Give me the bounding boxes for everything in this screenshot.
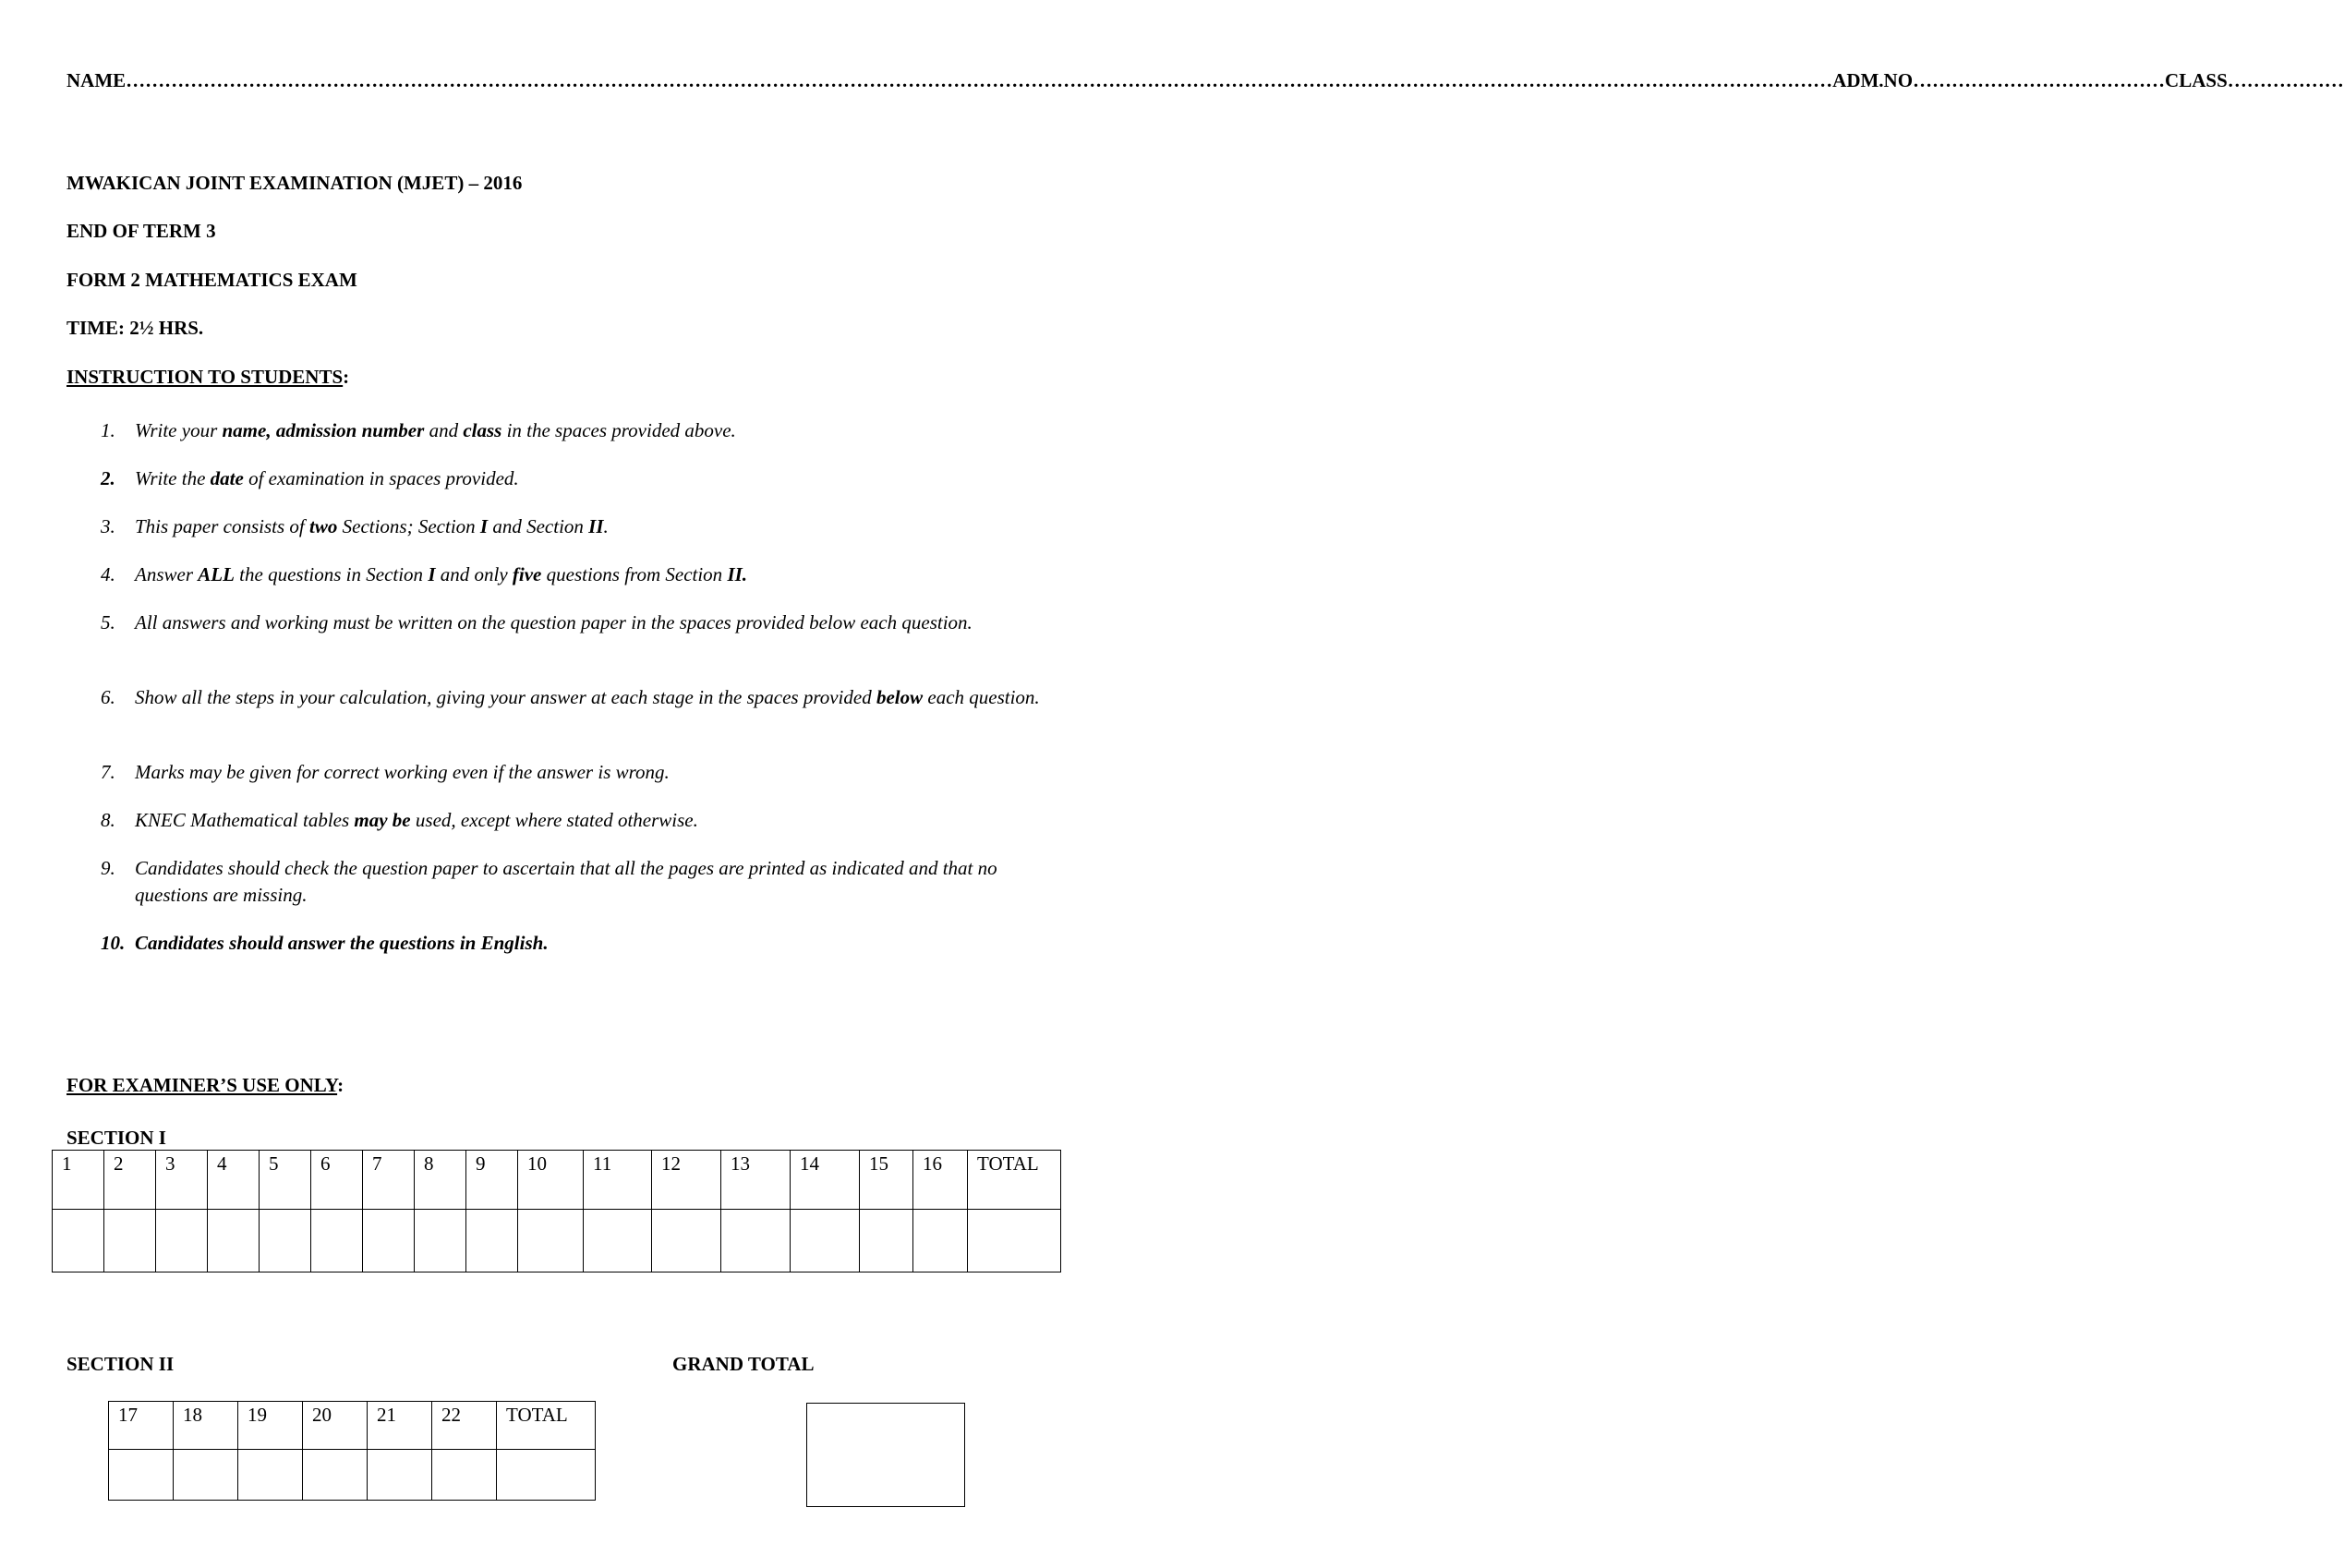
instruction-text: each question.: [923, 686, 1040, 708]
instruction-number: 2.: [101, 467, 115, 489]
section-2-score-row: [109, 1450, 596, 1501]
instruction-item-3: [101, 513, 1043, 540]
score-cell[interactable]: [466, 1210, 518, 1272]
instruction-text: All answers and working must be written on the question paper in the spaces provided below each question.: [135, 611, 973, 633]
section-1-score-row: [53, 1210, 1061, 1272]
instruction-emphasis: date: [210, 467, 244, 489]
score-cell[interactable]: [518, 1210, 584, 1272]
instruction-item-4: [101, 561, 1043, 588]
column-header: 8: [415, 1151, 466, 1210]
column-header: 16: [913, 1151, 968, 1210]
instruction-heading-colon: :: [343, 366, 350, 388]
exam-term: END OF TERM 3: [66, 220, 216, 242]
instruction-emphasis: ALL: [198, 563, 235, 585]
score-cell[interactable]: [860, 1210, 913, 1272]
instruction-text: Answer: [135, 563, 199, 585]
instruction-text: used, except where stated otherwise.: [410, 809, 698, 831]
instruction-text: KNEC Mathematical tables: [135, 809, 355, 831]
instruction-text: .: [603, 515, 609, 537]
score-cell[interactable]: [238, 1450, 303, 1501]
score-cell[interactable]: [652, 1210, 721, 1272]
grand-total-label: GRAND TOTAL: [672, 1353, 815, 1375]
instruction-text: Write your: [135, 419, 223, 441]
instruction-item-5: [101, 609, 1043, 636]
section-1-score-table: [52, 1150, 1061, 1272]
score-cell[interactable]: [721, 1210, 791, 1272]
score-cell[interactable]: [791, 1210, 860, 1272]
column-header: 2: [104, 1151, 156, 1210]
column-header: TOTAL: [968, 1151, 1061, 1210]
instruction-number: 10.: [101, 932, 126, 954]
instruction-emphasis: class: [463, 419, 502, 441]
score-cell[interactable]: [109, 1450, 174, 1501]
column-header: 22: [432, 1402, 497, 1450]
instruction-number: 8.: [101, 809, 115, 831]
section-1-header-row: [53, 1151, 1061, 1210]
score-cell[interactable]: [584, 1210, 652, 1272]
instruction-heading-text: INSTRUCTION TO STUDENTS: [66, 366, 344, 388]
instruction-number: 7.: [101, 761, 115, 783]
instruction-text: and only: [435, 563, 513, 585]
section-2-label: SECTION II: [66, 1353, 175, 1375]
section-1-label: SECTION I: [66, 1127, 166, 1149]
column-header: 5: [260, 1151, 311, 1210]
examiner-heading-colon: :: [337, 1074, 344, 1096]
column-header: 17: [109, 1402, 174, 1450]
column-header: 20: [303, 1402, 368, 1450]
column-header: 14: [791, 1151, 860, 1210]
score-cell[interactable]: [104, 1210, 156, 1272]
instruction-text: and: [424, 419, 464, 441]
instruction-number: 4.: [101, 563, 115, 585]
instruction-emphasis: II: [588, 515, 604, 537]
instruction-item-8: [101, 807, 1043, 834]
score-cell[interactable]: [415, 1210, 466, 1272]
instruction-text: in the spaces provided above.: [501, 419, 736, 441]
examiner-heading: [66, 1074, 344, 1097]
instruction-text: the questions in Section: [234, 563, 429, 585]
column-header: 15: [860, 1151, 913, 1210]
instruction-number: 1.: [101, 419, 115, 441]
student-details-line: NAME…………………………………………………………………………………………………………………………………………………………………………………………………………………………………………ADM.NO…………………………………CLASS………………: [66, 69, 2344, 91]
section-2-score-table: [108, 1401, 596, 1501]
column-header: 10: [518, 1151, 584, 1210]
score-cell[interactable]: [53, 1210, 104, 1272]
instruction-emphasis: five: [512, 563, 542, 585]
score-cell[interactable]: [156, 1210, 208, 1272]
column-header: 11: [584, 1151, 652, 1210]
score-cell[interactable]: [174, 1450, 238, 1501]
column-header: 18: [174, 1402, 238, 1450]
instruction-heading: [66, 366, 349, 389]
score-cell[interactable]: [368, 1450, 432, 1501]
exam-time: TIME: 2½ HRS.: [66, 317, 204, 339]
instruction-text: questions from Section: [541, 563, 728, 585]
instruction-text: Sections; Section: [337, 515, 480, 537]
instruction-item-6: [101, 684, 1043, 711]
total-cell[interactable]: [497, 1450, 596, 1501]
column-header: 6: [311, 1151, 363, 1210]
score-cell[interactable]: [208, 1210, 260, 1272]
section-2-header-row: [109, 1402, 596, 1450]
instruction-item-2: [101, 465, 1043, 492]
score-cell[interactable]: [432, 1450, 497, 1501]
examiner-heading-text: FOR EXAMINER’S USE ONLY: [66, 1074, 338, 1096]
exam-subject: FORM 2 MATHEMATICS EXAM: [66, 269, 357, 291]
column-header: TOTAL: [497, 1402, 596, 1450]
column-header: 3: [156, 1151, 208, 1210]
grand-total-box[interactable]: [806, 1403, 965, 1507]
score-cell[interactable]: [363, 1210, 415, 1272]
instruction-text: Write the: [135, 467, 211, 489]
score-cell[interactable]: [303, 1450, 368, 1501]
instruction-text: Marks may be given for correct working even if the answer is wrong.: [135, 761, 670, 783]
instruction-text: of examination in spaces provided.: [243, 467, 519, 489]
total-cell[interactable]: [968, 1210, 1061, 1272]
instruction-emphasis: may be: [354, 809, 411, 831]
score-cell[interactable]: [913, 1210, 968, 1272]
instruction-emphasis: two: [309, 515, 338, 537]
instruction-text: Show all the steps in your calculation, giving your answer at each stage in the spaces provided: [135, 686, 876, 708]
instruction-emphasis: I: [428, 563, 436, 585]
score-cell[interactable]: [311, 1210, 363, 1272]
column-header: 13: [721, 1151, 791, 1210]
instruction-number: 6.: [101, 686, 115, 708]
column-header: 9: [466, 1151, 518, 1210]
instruction-emphasis: below: [876, 686, 924, 708]
score-cell[interactable]: [260, 1210, 311, 1272]
instruction-item-1: [101, 417, 1043, 444]
column-header: 1: [53, 1151, 104, 1210]
instruction-number: 3.: [101, 515, 115, 537]
instruction-emphasis: II.: [727, 563, 748, 585]
instruction-item-7: [101, 759, 1043, 786]
instruction-emphasis: name, admission number: [222, 419, 425, 441]
column-header: 4: [208, 1151, 260, 1210]
instruction-number: 5.: [101, 611, 115, 633]
instruction-item-9: [101, 855, 1043, 909]
column-header: 12: [652, 1151, 721, 1210]
instruction-text: Candidates should answer the questions in English.: [135, 932, 549, 954]
instruction-item-10: [101, 930, 1043, 957]
instruction-text: and Section: [488, 515, 589, 537]
instruction-text: Candidates should check the question paper to ascertain that all the pages are printed as indicated and that no questions are missing.: [135, 857, 997, 906]
instruction-emphasis: I: [479, 515, 489, 537]
column-header: 7: [363, 1151, 415, 1210]
column-header: 21: [368, 1402, 432, 1450]
exam-title: MWAKICAN JOINT EXAMINATION (MJET) – 2016: [66, 172, 523, 194]
instruction-number: 9.: [101, 857, 115, 879]
column-header: 19: [238, 1402, 303, 1450]
instruction-text: This paper consists of: [135, 515, 310, 537]
